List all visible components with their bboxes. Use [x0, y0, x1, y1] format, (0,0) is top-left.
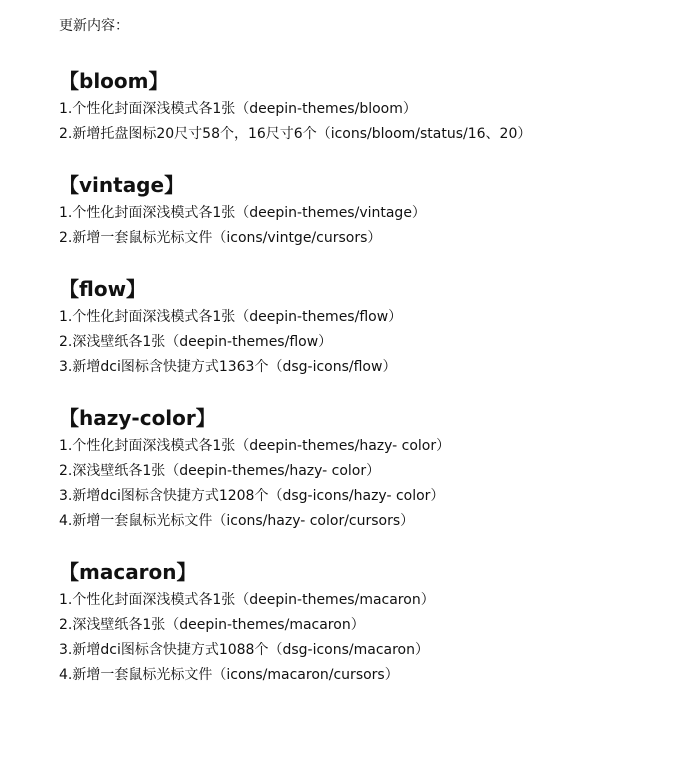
list-item: 1.个性化封面深浅模式各1张（deepin-themes/hazy- color）: [59, 438, 451, 454]
section-flow: [59, 275, 700, 378]
list-item: 3.新增dci图标含快捷方式1208个（dsg-icons/hazy- color）: [59, 488, 445, 504]
list-item: 4.新增一套鼠标光标文件（icons/hazy- color/cursors）: [59, 513, 415, 529]
section-title: 【bloom】: [59, 69, 169, 93]
list-item: 4.新增一套鼠标光标文件（icons/macaron/cursors）: [59, 667, 399, 683]
list-item: 1.个性化封面深浅模式各1张（deepin-themes/flow）: [59, 309, 403, 325]
section-bloom: [59, 67, 700, 145]
list-item: 2.新增一套鼠标光标文件（icons/vintge/cursors）: [59, 230, 382, 246]
list-item: 1.个性化封面深浅模式各1张（deepin-themes/bloom）: [59, 101, 417, 117]
section-title: 【vintage】: [59, 173, 185, 197]
list-item: 2.深浅壁纸各1张（deepin-themes/macaron）: [59, 617, 365, 633]
list-item: 1.个性化封面深浅模式各1张（deepin-themes/macaron）: [59, 592, 435, 608]
section-title: 【flow】: [59, 277, 147, 301]
list-item: 2.新增托盘图标20尺寸58个，16尺寸6个（icons/bloom/status/16、20）: [59, 126, 532, 142]
section-hazy-color: [59, 404, 700, 532]
list-item: 3.新增dci图标含快捷方式1088个（dsg-icons/macaron）: [59, 642, 429, 658]
list-item: 1.个性化封面深浅模式各1张（deepin-themes/vintage）: [59, 205, 426, 221]
intro-heading: 更新内容：: [59, 18, 129, 34]
section-vintage: [59, 171, 700, 249]
section-title: 【hazy-color】: [59, 406, 216, 430]
list-item: 3.新增dci图标含快捷方式1363个（dsg-icons/flow）: [59, 359, 397, 375]
section-macaron: [59, 558, 700, 686]
section-title: 【macaron】: [59, 560, 197, 584]
list-item: 2.深浅壁纸各1张（deepin-themes/hazy- color）: [59, 463, 381, 479]
list-item: 2.深浅壁纸各1张（deepin-themes/flow）: [59, 334, 333, 350]
